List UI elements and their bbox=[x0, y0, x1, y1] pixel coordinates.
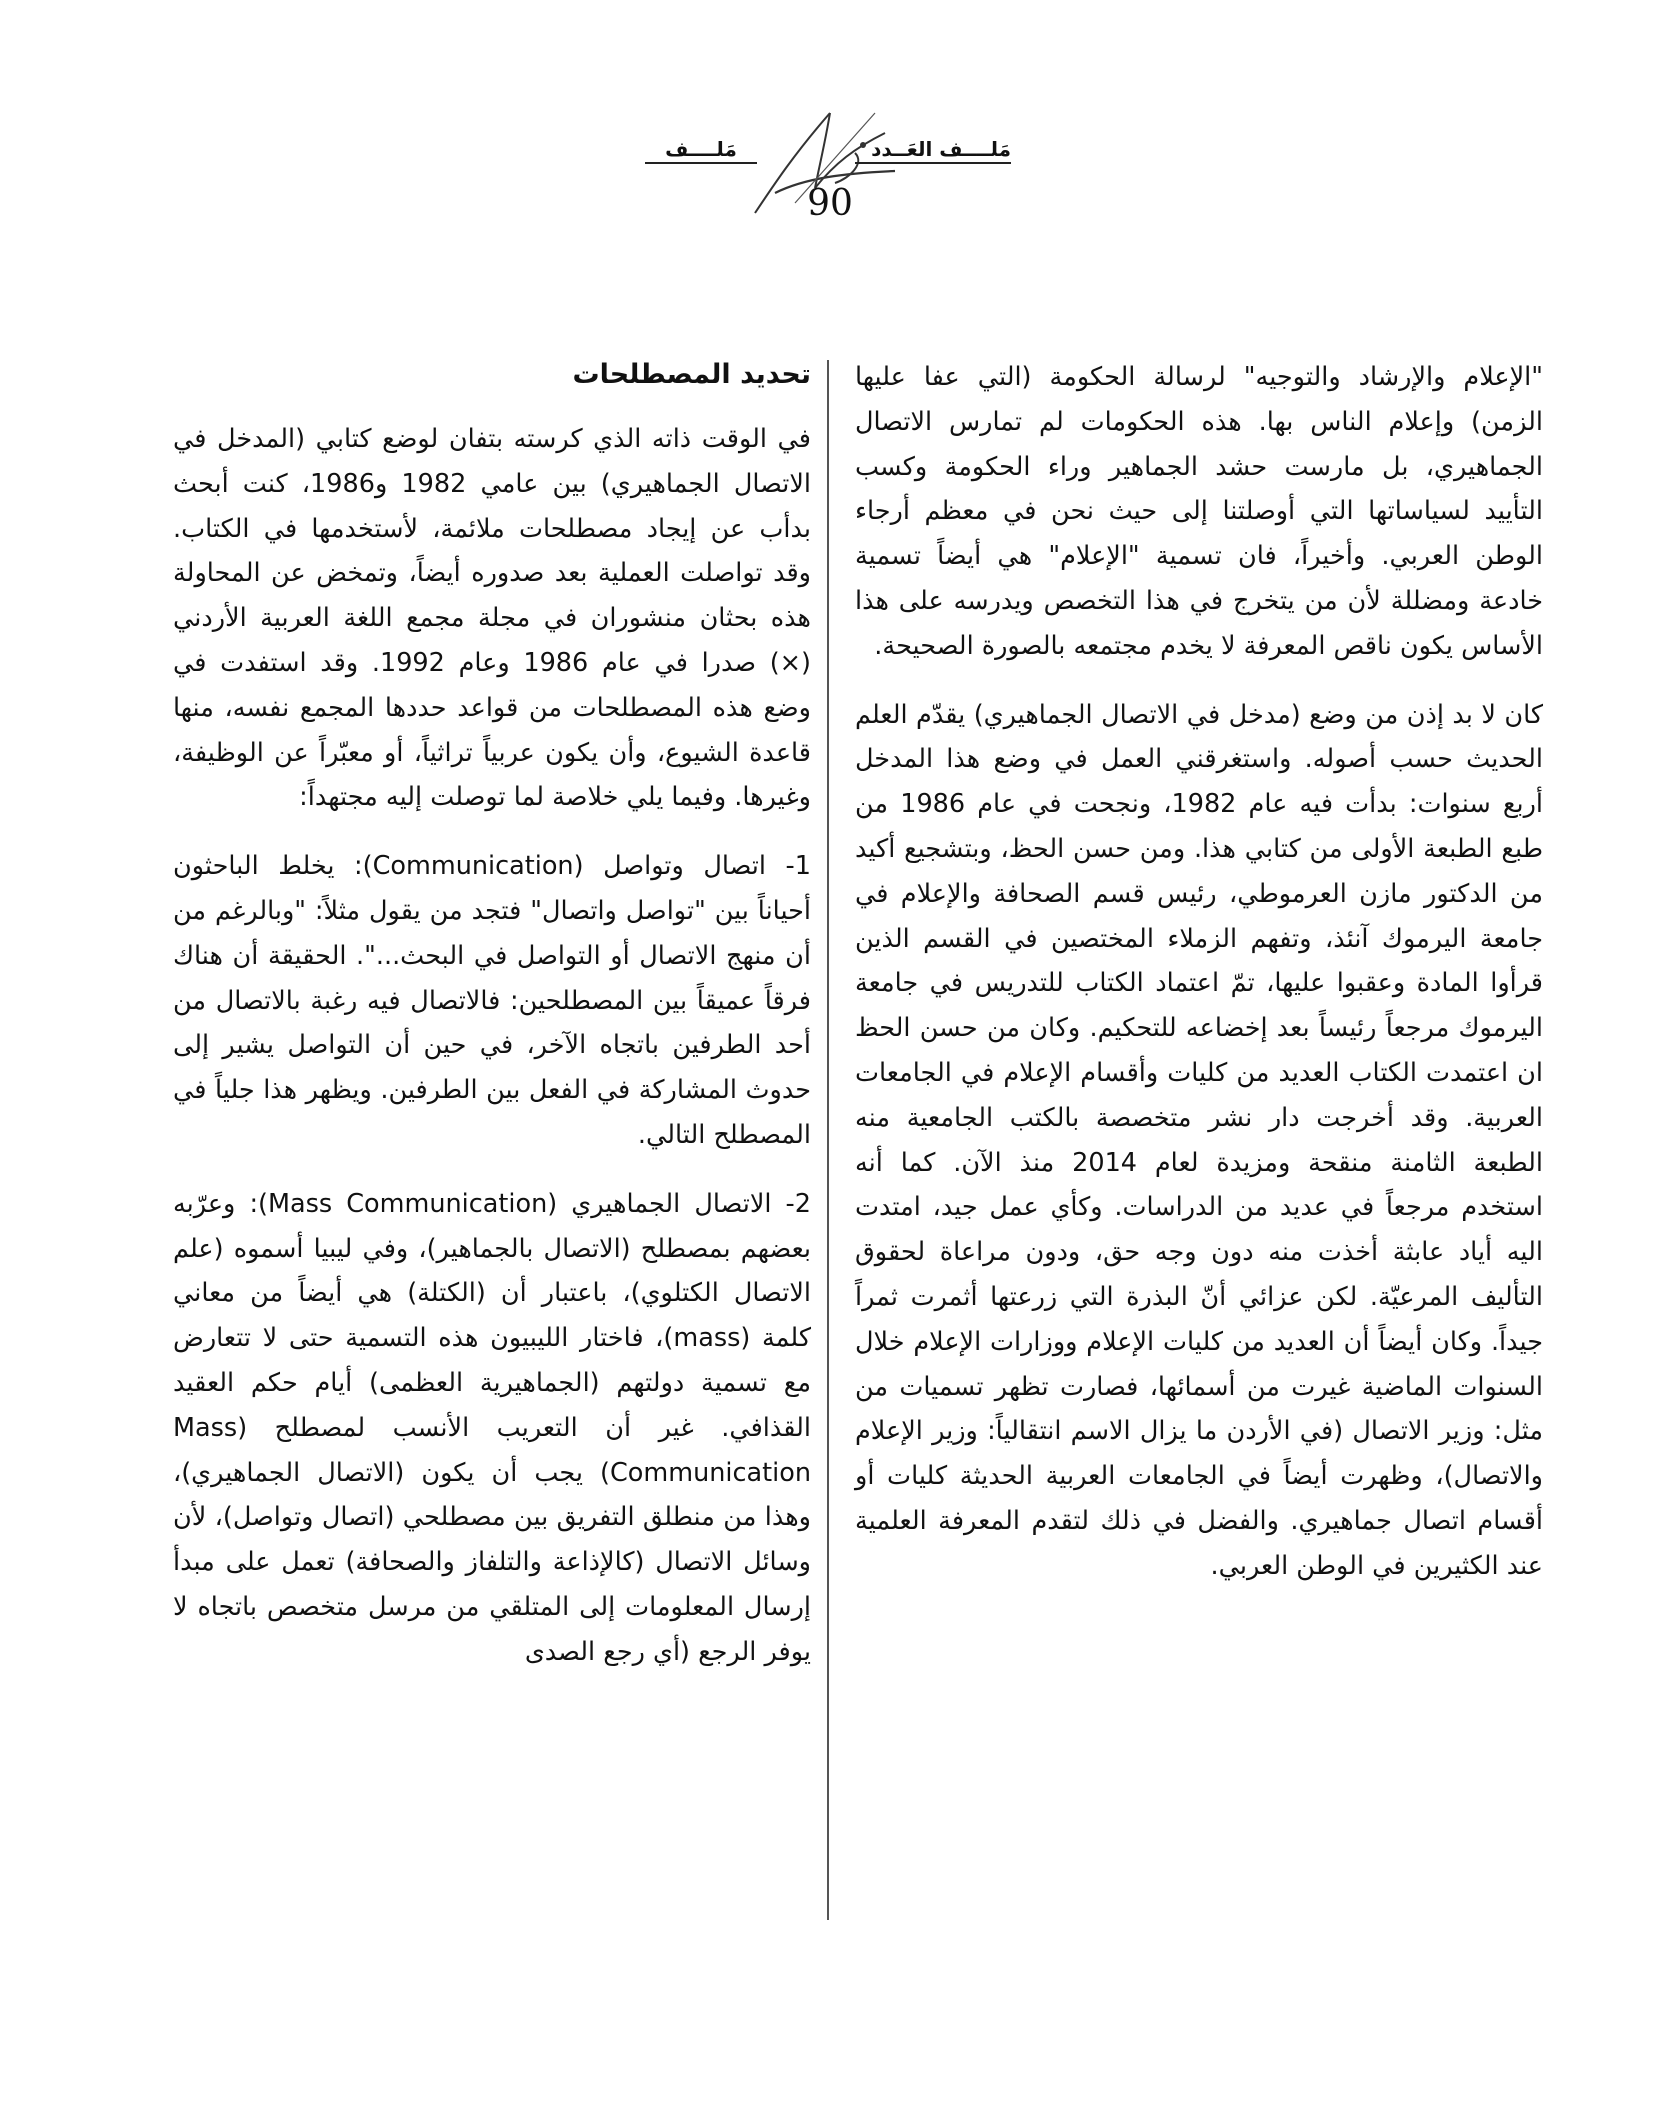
right-column bbox=[855, 355, 1543, 1589]
right-paragraph-1: "الإعلام والإرشاد والتوجيه" لرسالة الحكومة (التي عفا عليها الزمن) وإعلام الناس بها. هذه الحكومات لم تمارس الاتصال الجماهيري، بل مارست حشد الجماهير وراء الحكومة وكسب التأييد لسياساتها التي أوصلتنا إلى حيث نحن في معظم أرجاء الوطن العربي. وأخيراً، فان تسمية "الإعلام" هي أيضاً تسمية خادعة ومضللة لأن من يتخرج في هذا التخصص ويدرسه على هذا الأساس يكون ناقص المعرفة لا يخدم مجتمعه بالصورة الصحيحة. bbox=[855, 362, 1543, 661]
column-divider bbox=[827, 360, 829, 1920]
left-paragraph-1: في الوقت ذاته الذي كرسته بتفان لوضع كتابي (المدخل في الاتصال الجماهيري) بين عامي 1982 و1986، كنت أبحث بدأب عن إيجاد مصطلحات ملائمة، لأستخدمها في الكتاب. وقد تواصلت العملية بعد صدوره أيضاً، وتمخض عن المحاولة هذه بحثان منشوران في مجلة مجمع اللغة العربية الأردني (×) صدرا في عام 1986 وعام 1992. وقد استفدت في وضع هذه المصطلحات من قواعد حددها المجمع نفسه، منها قاعدة الشيوع، وأن يكون عربياً تراثياً، أو معبّراً عن الوظيفة، وغيرها. وفيما يلي خلاصة لما توصلت إليه مجتهداً: bbox=[173, 424, 812, 813]
left-column bbox=[173, 355, 811, 1675]
page-number: 90 bbox=[807, 183, 853, 224]
left-paragraph-2: 1- اتصال وتواصل (Communication): يخلط الباحثون أحياناً بين "تواصل واتصال" فتجد من يقول مثلاً: "وبالرغم من أن منهج الاتصال أو التواصل في البحث...". الحقيقة أن هناك فرقاً عميقاً بين المصطلحين: فالاتصال فيه رغبة بالاتصال من أحد الطرفين باتجاه الآخر، في حين أن التواصل يشير إلى حدوث المشاركة في الفعل بين الطرفين. ويظهر هذا جلياً في المصطلح التالي. bbox=[173, 851, 811, 1150]
left-paragraph-3: 2- الاتصال الجماهيري (Mass Communication): وعرّبه بعضهم بمصطلح (الاتصال بالجماهير)، وفي ليبيا أسموه (علم الاتصال الكتلوي)، باعتبار أن (الكتلة) هي أيضاً من معاني كلمة (mass)، فاختار الليبيون هذه التسمية حتى لا تتعارض مع تسمية دولتهم (الجماهيرية العظمى) أيام حكم العقيد القذافي. غير أن التعريب الأنسب لمصطلح (Mass Communication) يجب أن يكون (الاتصال الجماهيري)، وهذا من منطلق التفريق بين مصطلحي (اتصال وتواصل)، لأن وسائل الاتصال (كالإذاعة والتلفاز والصحافة) تعمل على مبدأ إرسال المعلومات إلى المتلقي من مرسل متخصص باتجاه لا يوفر الرجع (أي رجع الصدى bbox=[173, 1188, 811, 1667]
right-paragraph-2: كان لا بد إذن من وضع (مدخل في الاتصال الجماهيري) يقدّم العلم الحديث حسب أصوله. واستغرقني العمل في وضع هذا المدخل أربع سنوات: بدأت فيه عام 1982، ونجحت في عام 1986 من طبع الطبعة الأولى من كتابي هذا. ومن حسن الحظ، وبتشجيع أكيد من الدكتور مازن العرموطي، رئيس قسم الصحافة والإعلام في جامعة اليرموك آنئذ، وتفهم الزملاء المختصين في القسم الذين قرأوا المادة وعقبوا عليها، تمّ اعتماد الكتاب للتدريس في جامعة اليرموك مرجعاً رئيساً بعد إخضاعه للتحكيم. وكان من حسن الحظ ان اعتمدت الكتاب العديد من كليات وأقسام الإعلام في الجامعات العربية. وقد أخرجت دار نشر متخصصة بالكتب الجامعية منه الطبعة الثامنة منقحة ومزيدة لعام 2014 منذ الآن. كما أنه استخدم مرجعاً في عديد من الدراسات. وكأي عمل جيد، امتدت اليه أياد عابثة أخذت منه دون وجه حق، ودون مراعاة لحقوق التأليف المرعيّة. لكن عزائي أنّ البذرة التي زرعتها أثمرت ثمراً جيداً. وكان أيضاً أن العديد من كليات الإعلام ووزارات الإعلام خلال السنوات الماضية غيرت من أسمائها، فصارت تظهر تسميات من مثل: وزير الاتصال (في الأردن ما يزال الاسم انتقالياً: وزير الإعلام والاتصال)، وظهرت أيضاً في الجامعات العربية الحديثة كليات أو أقسام اتصال جماهيري. والفضل في ذلك لتقدم المعرفة العلمية عند الكثيرين في الوطن العربي. bbox=[855, 699, 1543, 1581]
page-header bbox=[0, 85, 1654, 245]
header-section-label: مَلــــف العَــدد bbox=[855, 137, 1011, 164]
section-title: تحديد المصطلحات bbox=[572, 359, 811, 390]
header-left-label: مَلــــف bbox=[645, 137, 757, 164]
